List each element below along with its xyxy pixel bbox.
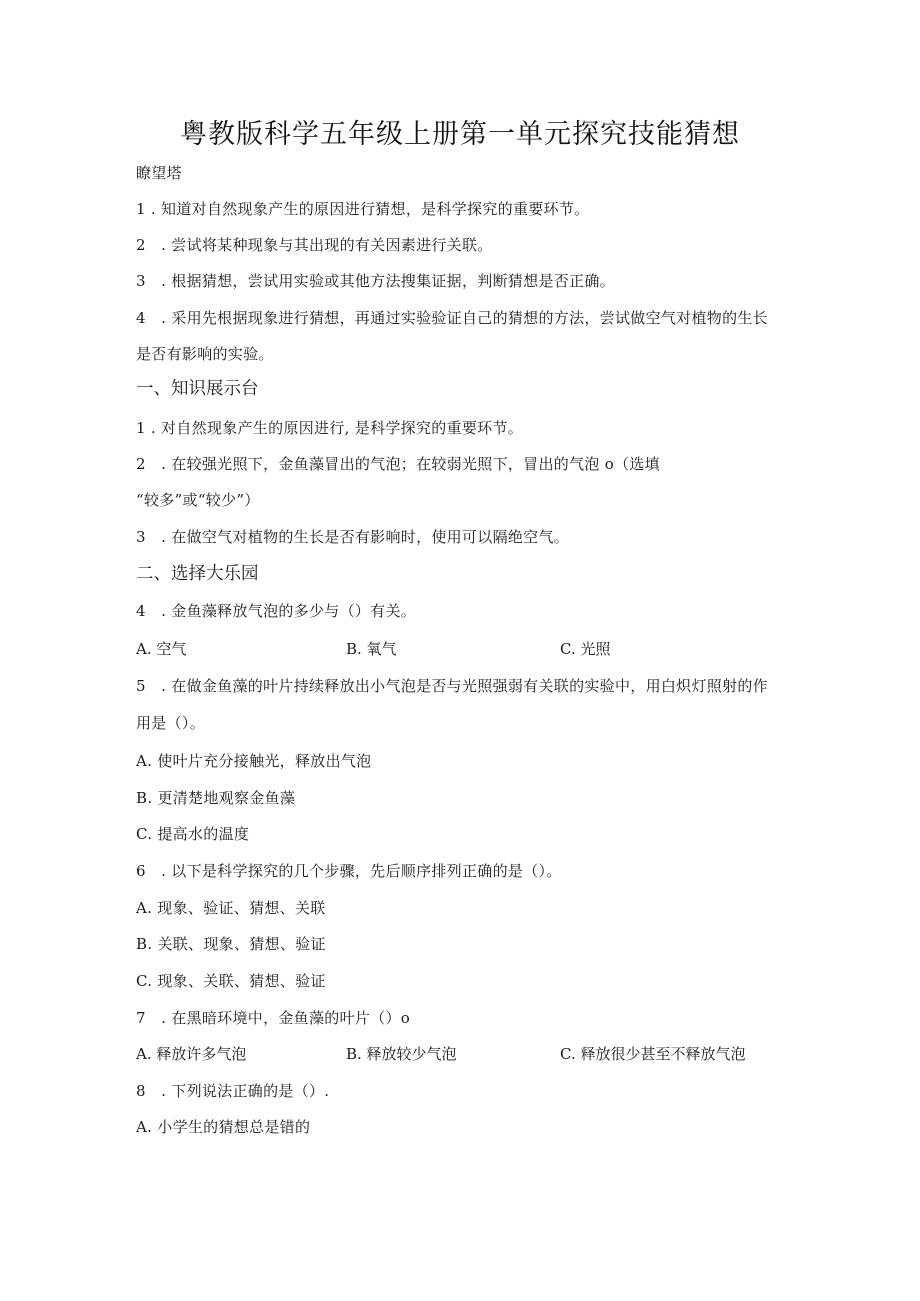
- question-7-option-b: B. 释放较少气泡: [346, 1045, 457, 1063]
- overview-item-3: 3 . 根据猜想，尝试用实验或其他方法搜集证据，判断猜想是否正确。: [136, 272, 615, 290]
- question-6-option-b: B. 关联、现象、猜想、验证: [136, 935, 326, 953]
- question-7-option-a: A. 释放许多气泡: [136, 1045, 247, 1063]
- question-8-stem: 8 . 下列说法正确的是（）.: [136, 1082, 330, 1100]
- question-7-option-c: C. 释放很少甚至不释放气泡: [560, 1045, 746, 1063]
- question-6-option-a: A. 现象、验证、猜想、关联: [136, 899, 326, 917]
- overview-item-1: 1 . 知道对自然现象产生的原因进行猜想，是科学探究的重要环节。: [136, 200, 590, 218]
- question-4-option-b: B. 氧气: [346, 640, 397, 658]
- section-choice-heading: 二、选择大乐园: [136, 564, 259, 584]
- question-4-option-a: A. 空气: [136, 640, 187, 658]
- section-knowledge-heading: 一、知识展示台: [136, 379, 259, 399]
- knowledge-item-3: 3 . 在做空气对植物的生长是否有影响时，使用可以隔绝空气。: [136, 528, 570, 546]
- question-5-option-a: A. 使叶片充分接触光，释放出气泡: [136, 752, 372, 770]
- document-title: 粤教版科学五年级上册第一单元探究技能猜想: [180, 119, 740, 150]
- knowledge-item-2-cont: “较多”或“较少”）: [136, 491, 260, 509]
- overview-heading: 瞭望塔: [136, 164, 182, 182]
- overview-item-4-cont: 是否有影响的实验。: [136, 345, 274, 363]
- question-7-stem: 7 . 在黑暗环境中，金鱼藻的叶片（）o: [136, 1009, 411, 1027]
- question-5-option-b: B. 更清楚地观察金鱼藻: [136, 789, 296, 807]
- question-6-option-c: C. 现象、关联、猜想、验证: [136, 972, 326, 990]
- overview-item-2: 2 . 尝试将某种现象与其出现的有关因素进行关联。: [136, 236, 493, 254]
- question-5-stem: 5 . 在做金鱼藻的叶片持续释放出小气泡是否与光照强弱有关联的实验中，用白炽灯照射的作: [136, 677, 768, 695]
- question-6-stem: 6 . 以下是科学探究的几个步骤，先后顺序排列正确的是（）。: [136, 862, 562, 880]
- overview-item-4: 4 . 采用先根据现象进行猜想，再通过实验验证自己的猜想的方法，尝试做空气对植物的生长: [136, 309, 768, 327]
- question-5-stem-cont: 用是（）。: [136, 714, 206, 732]
- question-4-option-c: C. 光照: [560, 640, 611, 658]
- knowledge-item-1: 1 . 对自然现象产生的原因进行, 是科学探究的重要环节。: [136, 419, 524, 437]
- knowledge-item-2: 2 . 在较强光照下，金鱼藻冒出的气泡；在较弱光照下，冒出的气泡 o（选填: [136, 455, 660, 473]
- question-4-stem: 4 . 金鱼藻释放气泡的多少与（）有关。: [136, 602, 417, 620]
- question-5-option-c: C. 提高水的温度: [136, 825, 250, 843]
- question-8-option-a: A. 小学生的猜想总是错的: [136, 1118, 311, 1136]
